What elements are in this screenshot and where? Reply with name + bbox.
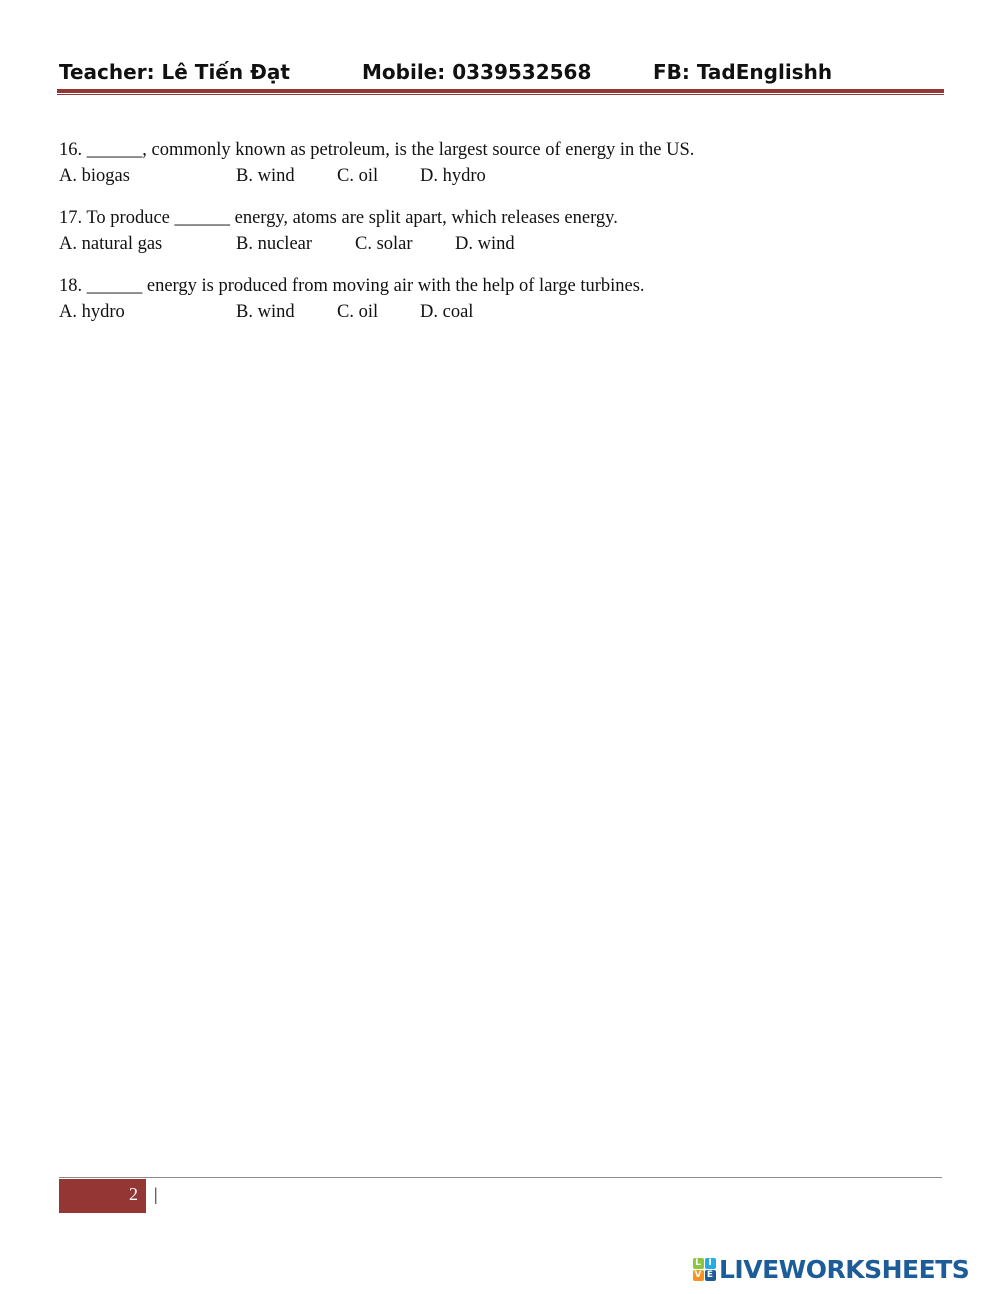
page-number: 2 — [129, 1184, 138, 1204]
option-b[interactable]: B. nuclear — [236, 234, 313, 254]
option-a[interactable]: A. natural gas — [59, 234, 163, 254]
option-d[interactable]: D. wind — [455, 234, 515, 254]
option-d[interactable]: D. hydro — [420, 166, 486, 186]
liveworksheets-logo-icon — [692, 1257, 716, 1281]
option-c[interactable]: C. solar — [355, 234, 413, 254]
logo-tile-v: V — [693, 1270, 704, 1281]
question-16 — [59, 137, 939, 189]
answer-options — [59, 299, 939, 325]
question-stem: 18. ______ energy is produced from moving air with the help of large turbines. — [59, 276, 645, 296]
question-stem: 16. ______, commonly known as petroleum, is the largest source of energy in the US. — [59, 140, 695, 160]
page-separator: | — [154, 1184, 158, 1204]
header-mobile: Mobile: 0339532568 — [362, 60, 592, 84]
question-18 — [59, 273, 939, 325]
option-a[interactable]: A. biogas — [59, 166, 130, 186]
logo-tile-e: E — [705, 1270, 716, 1281]
question-17 — [59, 205, 939, 257]
option-b[interactable]: B. wind — [236, 166, 295, 186]
option-d[interactable]: D. coal — [420, 302, 474, 322]
liveworksheets-wordmark: LIVEWORKSHEETS — [719, 1254, 970, 1284]
logo-tile-l: L — [693, 1258, 704, 1269]
option-c[interactable]: C. oil — [337, 166, 379, 186]
option-c[interactable]: C. oil — [337, 302, 379, 322]
header-teacher: Teacher: Lê Tiến Đạt — [59, 60, 290, 84]
question-list — [59, 137, 939, 341]
answer-options — [59, 231, 939, 257]
answer-options — [59, 163, 939, 189]
page-number-box — [59, 1179, 146, 1213]
header-rule-thin — [57, 94, 944, 95]
header-rule-thick — [57, 89, 944, 93]
footer-rule — [59, 1177, 942, 1178]
question-stem: 17. To produce ______ energy, atoms are split apart, which releases energy. — [59, 208, 618, 228]
option-b[interactable]: B. wind — [236, 302, 295, 322]
logo-tile-i: I — [705, 1258, 716, 1269]
page-header — [59, 58, 944, 88]
header-facebook: FB: TadEnglishh — [653, 60, 833, 84]
liveworksheets-logo — [692, 1254, 969, 1284]
option-a[interactable]: A. hydro — [59, 302, 125, 322]
